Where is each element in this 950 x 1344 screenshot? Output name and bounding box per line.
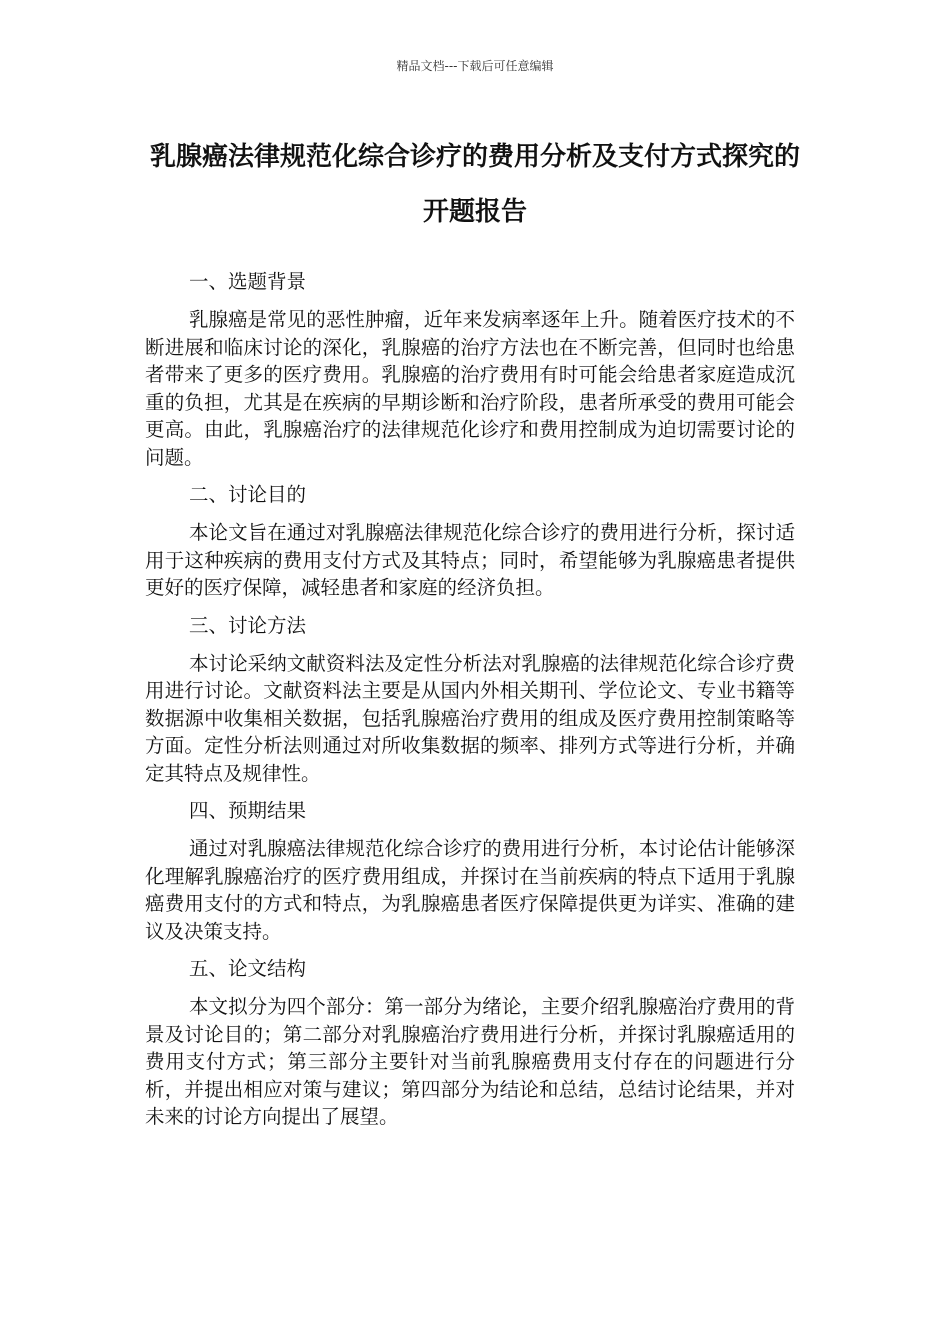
document-title: 乳腺癌法律规范化综合诊疗的费用分析及支付方式探究的开题报告: [149, 142, 800, 227]
section-heading: 三、讨论方法: [189, 613, 307, 637]
section-paragraph: 乳腺癌是常见的恶性肿瘤，近年来发病率逐年上升。随着医疗技术的不断进展和临床讨论的深化，乳腺癌的治疗方法也在不断完善，但同时也给患者带来了更多的医疗费用。乳腺癌的治疗费用有时可能会给患者家庭造成沉重的负担，尤其是在疾病的早期诊断和治疗阶段，患者所承受的费用可能会更高。由此，乳腺癌治疗的法律规范化诊疗和费用控制成为迫切需要讨论的问题。: [145, 308, 795, 469]
section-heading: 二、讨论目的: [189, 483, 307, 506]
section-paragraph: 本论文旨在通过对乳腺癌法律规范化综合诊疗的费用进行分析，探讨适用于这种疾病的费用支付方式及其特点；同时，希望能够为乳腺癌患者提供更好的医疗保障，减轻患者和家庭的经济负担。: [145, 521, 795, 599]
section-paragraph: 本讨论采纳文献资料法及定性分析法对乳腺癌的法律规范化综合诊疗费用进行讨论。文献资料法主要是从国内外相关期刊、学位论文、专业书籍等数据源中收集相关数据，包括乳腺癌治疗费用的组成及医疗费用控制策略等方面。定性分析法则通过对所收集数据的频率、排列方式等进行分析，并确定其特点及规律性。: [145, 651, 795, 785]
section-structure: [145, 955, 795, 1131]
section-expected-results: [145, 797, 795, 945]
section-purpose: [145, 481, 795, 602]
section-background: [145, 268, 795, 471]
section-paragraph: 本文拟分为四个部分：第一部分为绪论，主要介绍乳腺癌治疗费用的背景及讨论目的；第二部分对乳腺癌治疗费用进行分析，并探讨乳腺癌适用的费用支付方式；第三部分主要针对当前乳腺癌费用支付存在的问题进行分析，并提出相应对策与建议；第四部分为结论和总结，总结讨论结果，并对未来的讨论方向提出了展望。: [145, 995, 795, 1128]
section-method: [145, 612, 795, 788]
document-body: [145, 268, 795, 1141]
section-heading: 四、预期结果: [189, 799, 307, 822]
section-heading: 五、论文结构: [189, 957, 307, 980]
section-heading: 一、选题背景: [189, 270, 307, 293]
section-paragraph: 通过对乳腺癌法律规范化综合诊疗的费用进行分析，本讨论估计能够深化理解乳腺癌治疗的医疗费用组成，并探讨在当前疾病的特点下适用于乳腺癌费用支付的方式和特点，为乳腺癌患者医疗保障提供更为详实、准确的建议及决策支持。: [145, 837, 795, 943]
header-note: 精品文档---下载后可任意编辑: [396, 59, 554, 73]
